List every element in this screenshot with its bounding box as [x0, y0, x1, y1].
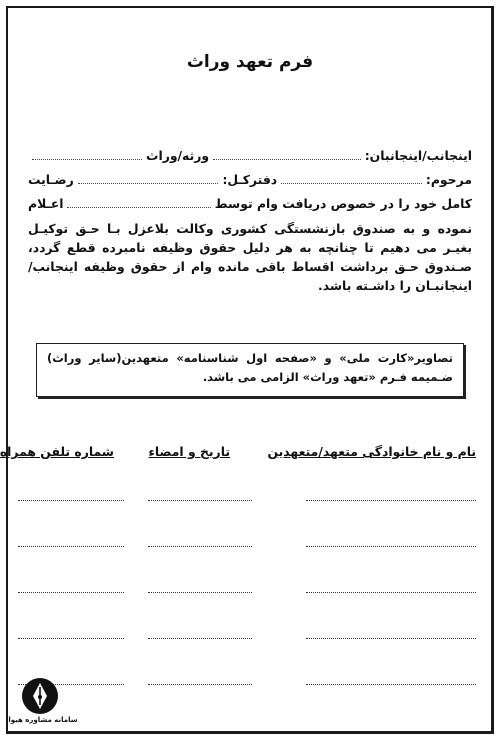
form-title: فرم تعهد وراث: [186, 52, 314, 72]
announce-label: اعـلام: [28, 196, 64, 212]
applicant-name-field[interactable]: [213, 150, 361, 160]
applicant-row: [28, 146, 472, 165]
loan-text: کامل خود را در خصوص دریافت وام توسط: [214, 196, 472, 212]
applicant-label: اینجانب/اینجانبان:: [364, 148, 472, 163]
header-phone: شماره تلفن همراه: [0, 444, 114, 459]
office-label: دفترکـل:: [222, 172, 278, 188]
row-1-name-field[interactable]: [306, 500, 476, 501]
deceased-row: [28, 170, 472, 189]
heir-label: ورثه/وراث: [146, 148, 210, 163]
row-5-signature-field[interactable]: [148, 684, 252, 685]
row-5-name-field[interactable]: [306, 684, 476, 685]
commitment-paragraph: نموده و به صندوق بازنشستگی کشوری وکالت بلاعزل بـا حـق توکیـل بغیـر می دهیم تا چنانچه به هر دلیل حقوق وظیفه نامبرده قطع گردد، صـندوق حـق برداشت اقساط باقی مانده وام از حقوق وظیفه اینجانب/اینجانبـان را داشـته باشد.: [28, 220, 472, 294]
row-2-name-field[interactable]: [306, 546, 476, 547]
consent-label: رضـایت: [28, 172, 74, 188]
heir-field[interactable]: [32, 150, 142, 160]
row-4-name-field[interactable]: [306, 638, 476, 639]
row-3-phone-field[interactable]: [18, 592, 124, 593]
header-date-signature: تاریخ و امضاء: [148, 444, 230, 459]
row-4-phone-field[interactable]: [18, 638, 124, 639]
row-3-name-field[interactable]: [306, 592, 476, 593]
office-number-field[interactable]: [78, 174, 219, 184]
row-2-phone-field[interactable]: [18, 546, 124, 547]
borrower-name-field[interactable]: [67, 198, 210, 208]
row-4-signature-field[interactable]: [148, 638, 252, 639]
row-1-phone-field[interactable]: [18, 500, 124, 501]
logo-text: سامانه مشاوره هیوا: [8, 716, 78, 724]
row-1-signature-field[interactable]: [148, 500, 252, 501]
site-logo: [8, 676, 78, 732]
loan-row: [28, 194, 472, 213]
deceased-name-field[interactable]: [281, 174, 422, 184]
pen-nib-icon: [20, 676, 60, 716]
header-name: نام و نام خانوادگی متعهد/متعهدین: [267, 444, 476, 459]
row-2-signature-field[interactable]: [148, 546, 252, 547]
deceased-label: مرحوم:: [425, 172, 472, 188]
form-body: [28, 146, 472, 296]
row-3-signature-field[interactable]: [148, 592, 252, 593]
attachment-note: تصاویر«کارت ملی» و «صفحه اول شناسنامه» متعهدین(سایر وراث) ضـمیمه فـرم «تعهد وراث» الزامی می باشد.: [36, 343, 464, 397]
signatures-table-header: [0, 444, 486, 464]
